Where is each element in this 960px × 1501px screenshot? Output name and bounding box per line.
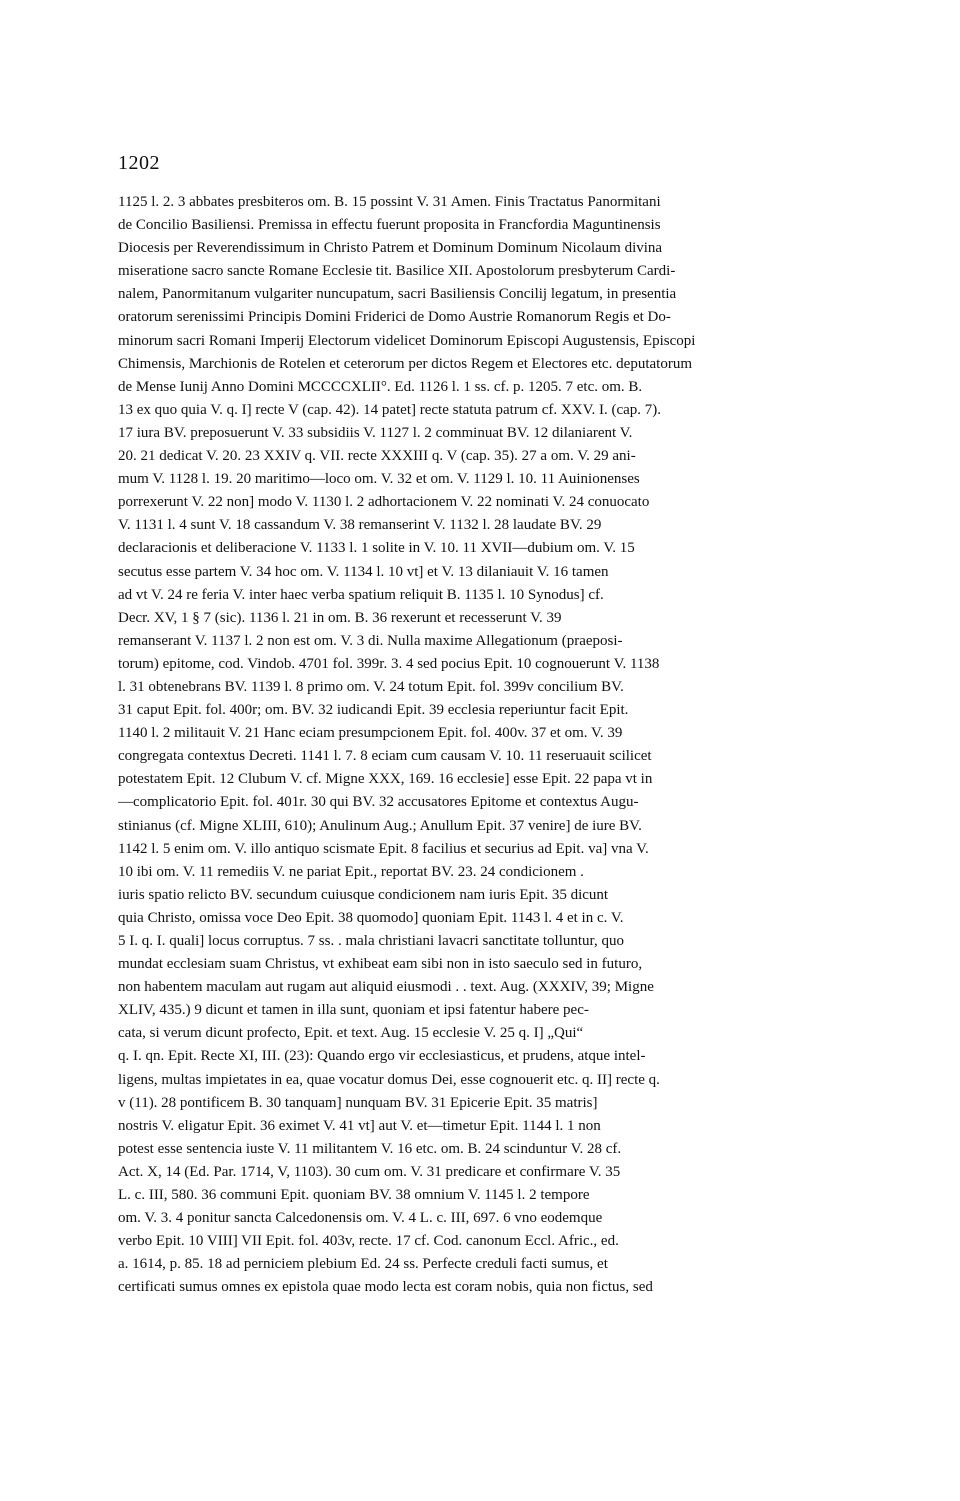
apparatus-line: iuris spatio relicto BV. secundum cuiusque condicionem nam iuris Epit. 35 dicunt	[118, 886, 609, 903]
apparatus-line: 5 I. q. I. quali] locus corruptus. 7 ss. . mala christiani lavacri sanctitate tolluntur, quo	[118, 933, 624, 949]
apparatus-line: Act. X, 14 (Ed. Par. 1714, V, 1103). 30 cum om. V. 31 predicare et confirmare V. 35	[118, 1163, 621, 1180]
apparatus-line: q. I. qn. Epit. Recte XI, III. (23): Quando ergo vir ecclesiasticus, et prudens, atque intel-	[118, 1048, 646, 1065]
apparatus-line: potest esse sentencia iuste V. 11 militantem V. 16 etc. om. B. 24 scinduntur V. 28 cf.	[118, 1140, 622, 1157]
apparatus-line: de Concilio Basiliensi. Premissa in effectu fuerunt proposita in Francfordia Maguntinensis	[118, 217, 661, 234]
apparatus-line: 17 iura BV. preposuerunt V. 33 subsidiis V. 1127 l. 2 comminuat BV. 12 dilaniarent V.	[118, 424, 633, 441]
apparatus-line: nostris V. eligatur Epit. 36 eximet V. 41 vt] aut V. et—timetur Epit. 1144 l. 1 non	[118, 1117, 601, 1134]
apparatus-line: non habentem maculam aut rugam aut aliquid eiusmodi . . text. Aug. (XXXIV, 39; Migne	[118, 979, 654, 996]
apparatus-line: potestatem Epit. 12 Clubum V. cf. Migne XXX, 169. 16 ecclesie] esse Epit. 22 papa vt in	[118, 771, 653, 788]
apparatus-line: 10 ibi om. V. 11 remediis V. ne pariat Epit., reportat BV. 23. 24 condicionem .	[118, 863, 584, 880]
apparatus-line: —complicatorio Epit. fol. 401r. 30 qui BV. 32 accusatores Epitome et contextus Augu-	[118, 794, 639, 811]
critical-apparatus	[118, 191, 848, 1300]
apparatus-line: certificati sumus omnes ex epistola quae modo lecta est coram nobis, quia non fictus, sed	[118, 1279, 653, 1296]
apparatus-line: oratorum serenissimi Principis Domini Friderici de Domo Austrie Romanorum Regis et Do-	[118, 309, 671, 326]
apparatus-line: secutus esse partem V. 34 hoc om. V. 1134 l. 10 vt] et V. 13 dilaniauit V. 16 tamen	[118, 563, 609, 580]
apparatus-line: 1125 l. 2. 3 abbates presbiteros om. B. 15 possint V. 31 Amen. Finis Tractatus Panormitani	[118, 194, 661, 210]
apparatus-line: Decr. XV, 1 § 7 (sic). 1136 l. 21 in om. B. 36 rexerunt et recesserunt V. 39	[118, 609, 562, 626]
apparatus-line: 31 caput Epit. fol. 400r; om. BV. 32 iudicandi Epit. 39 ecclesia reperiuntur facit Epit.	[118, 702, 629, 719]
apparatus-line: stinianus (cf. Migne XLIII, 610); Anulinum Aug.; Anullum Epit. 37 venire] de iure BV.	[118, 817, 642, 834]
apparatus-line: nalem, Panormitanum vulgariter nuncupatum, sacri Basiliensis Concilij legatum, in presentia	[118, 286, 677, 303]
apparatus-line: cata, si verum dicunt profecto, Epit. et text. Aug. 15 ecclesie V. 25 q. I] „Qui“	[118, 1025, 584, 1042]
apparatus-line: torum) epitome, cod. Vindob. 4701 fol. 399r. 3. 4 sed pocius Epit. 10 cognouerunt V. 1138	[118, 655, 660, 672]
apparatus-line: ligens, multas impietates in ea, quae vocatur domus Dei, esse cognouerit etc. q. II] recte q.	[118, 1071, 660, 1088]
apparatus-line: declaracionis et deliberacione V. 1133 l. 1 solite in V. 10. 11 XVII—dubium om. V. 15	[118, 540, 635, 557]
apparatus-line: 1142 l. 5 enim om. V. illo antiquo scismate Epit. 8 facilius et securius ad Epit. va] vna V.	[118, 840, 649, 857]
apparatus-line: a. 1614, p. 85. 18 ad perniciem plebium Ed. 24 ss. Perfecte creduli facti sumus, et	[118, 1256, 608, 1273]
apparatus-line: de Mense Iunij Anno Domini MCCCCXLII°. Ed. 1126 l. 1 ss. cf. p. 1205. 7 etc. om. B.	[118, 378, 643, 395]
apparatus-line: porrexerunt V. 22 non] modo V. 1130 l. 2 adhortacionem V. 22 nominati V. 24 conuocato	[118, 494, 650, 511]
apparatus-line: v (11). 28 pontificem B. 30 tanquam] nunquam BV. 31 Epicerie Epit. 35 matris]	[118, 1094, 598, 1111]
apparatus-line: congregata contextus Decreti. 1141 l. 7. 8 eciam cum causam V. 10. 11 reseruauit scilicet	[118, 748, 652, 765]
apparatus-line: L. c. III, 580. 36 communi Epit. quoniam BV. 38 omnium V. 1145 l. 2 tempore	[118, 1187, 590, 1204]
apparatus-line: Diocesis per Reverendissimum in Christo Patrem et Dominum Dominum Nicolaum divina	[118, 240, 663, 257]
apparatus-line: 1140 l. 2 militauit V. 21 Hanc eciam presumpcionem Epit. fol. 400v. 37 et om. V. 39	[118, 725, 623, 742]
apparatus-line: minorum sacri Romani Imperij Electorum videlicet Dominorum Episcopi Augustensis, Episcopi	[118, 332, 696, 349]
apparatus-line: verbo Epit. 10 VIII] VII Epit. fol. 403v, recte. 17 cf. Cod. canonum Eccl. Afric., ed.	[118, 1233, 619, 1250]
apparatus-line: quia Christo, omissa voce Deo Epit. 38 quomodo] quoniam Epit. 1143 l. 4 et in c. V.	[118, 909, 624, 926]
apparatus-line: om. V. 3. 4 ponitur sancta Calcedonensis om. V. 4 L. c. III, 697. 6 vno eodemque	[118, 1210, 603, 1227]
document-page	[118, 0, 848, 1501]
apparatus-line: 20. 21 dedicat V. 20. 23 XXIV q. VII. recte XXXIII q. V (cap. 35). 27 a om. V. 29 ani-	[118, 448, 636, 465]
apparatus-line: V. 1131 l. 4 sunt V. 18 cassandum V. 38 remanserint V. 1132 l. 28 laudate BV. 29	[118, 517, 602, 534]
apparatus-line: mundat ecclesiam suam Christus, vt exhibeat eam sibi non in isto saeculo sed in futuro,	[118, 956, 643, 973]
apparatus-line: ad vt V. 24 re feria V. inter haec verba spatium reliquit B. 1135 l. 10 Synodus] cf.	[118, 586, 604, 603]
apparatus-line: remanserant V. 1137 l. 2 non est om. V. 3 di. Nulla maxime Allegationum (praeposi-	[118, 632, 623, 649]
apparatus-line: Chimensis, Marchionis de Rotelen et ceterorum per dictos Regem et Electores etc. deputatorum	[118, 355, 692, 372]
apparatus-line: XLIV, 435.) 9 dicunt et tamen in illa sunt, quoniam et ipsi fatentur habere pec-	[118, 1002, 589, 1019]
apparatus-line: l. 31 obtenebrans BV. 1139 l. 8 primo om. V. 24 totum Epit. fol. 399v concilium BV.	[118, 678, 624, 695]
page-number: 1202	[118, 152, 160, 174]
apparatus-line: mum V. 1128 l. 19. 20 maritimo—loco om. V. 32 et om. V. 1129 l. 10. 11 Auinionenses	[118, 471, 640, 488]
apparatus-line: 13 ex quo quia V. q. I] recte V (cap. 42). 14 patet] recte statuta patrum cf. XXV. I. (cap. 7).	[118, 401, 662, 418]
apparatus-line: miseratione sacro sancte Romane Ecclesie tit. Basilice XII. Apostolorum presbyterum Cardi-	[118, 263, 676, 280]
